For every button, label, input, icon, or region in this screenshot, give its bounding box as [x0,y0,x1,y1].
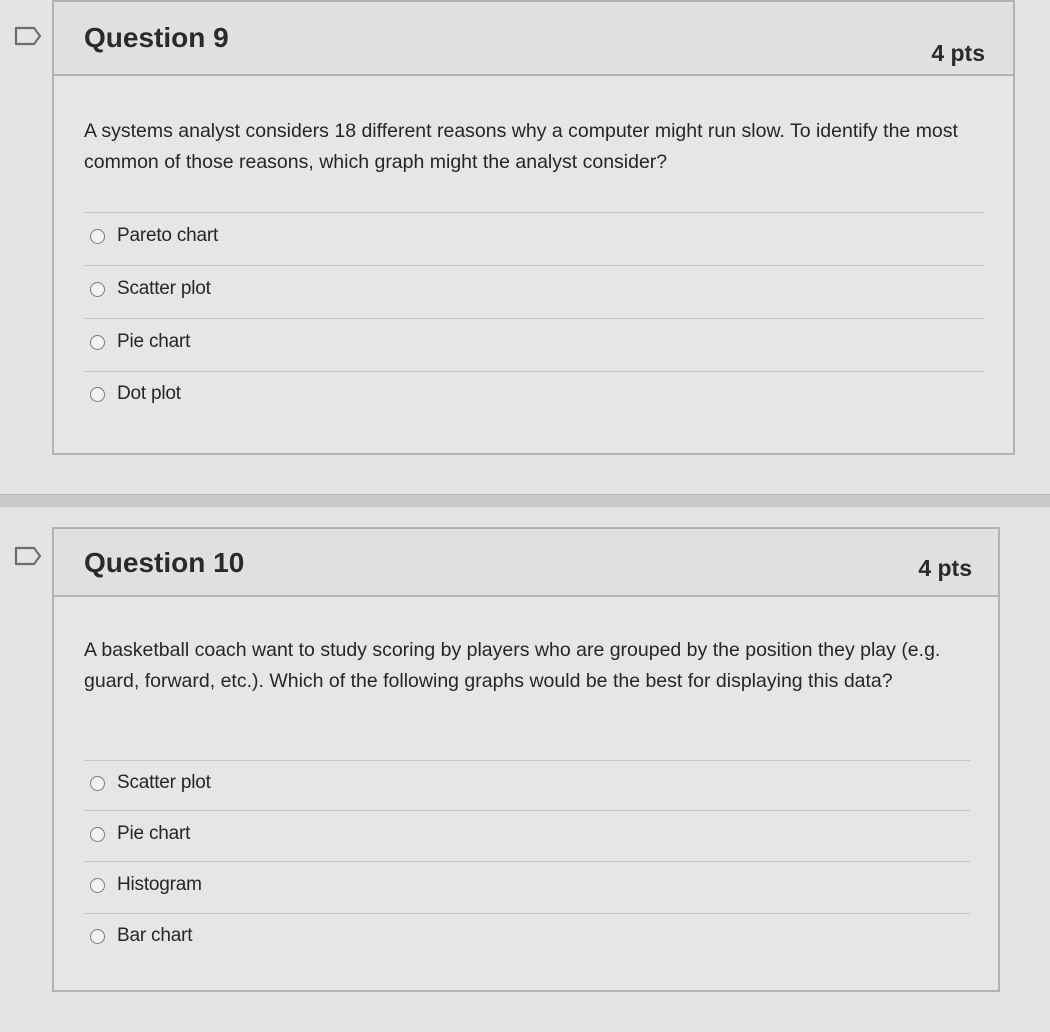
answer-option[interactable] [90,380,181,408]
answer-option[interactable] [90,275,211,303]
question-title: Question 10 [84,547,245,578]
question-text: A systems analyst considers 18 different reasons why a computer might run slow. To identify the most common of those reasons, which graph might the analyst consider? [84,120,958,173]
question-card [52,527,1000,992]
answer-option-label: Dot plot [117,383,181,404]
answer-option-label: Pie chart [117,823,191,844]
radio-button-icon[interactable] [90,776,105,791]
answer-option-label: Pareto chart [117,225,219,246]
radio-button-icon[interactable] [90,282,105,297]
answer-option-label: Bar chart [117,925,193,946]
answers-divider [84,861,970,862]
question-header [54,2,1013,76]
question-text: A basketball coach want to study scoring by players who are grouped by the position they play (e.g. guard, forward, etc.). Which of the following graphs would be the best for displaying this data? [84,639,941,692]
answers-divider [84,760,970,761]
answer-option[interactable] [90,820,190,848]
radio-button-icon[interactable] [90,335,105,350]
answers-divider [84,318,984,319]
radio-button-icon[interactable] [90,229,105,244]
question-points: 4 pts [931,40,985,66]
answer-option-label: Pie chart [117,331,191,352]
answer-option[interactable] [90,222,218,250]
answer-option-label: Scatter plot [117,278,211,299]
question-points: 4 pts [918,555,972,581]
answers-divider [84,371,984,372]
radio-button-icon[interactable] [90,929,105,944]
radio-button-icon[interactable] [90,827,105,842]
radio-button-icon[interactable] [90,878,105,893]
question-card [52,0,1015,455]
answer-option-label: Histogram [117,874,202,895]
answers-divider [84,913,970,914]
radio-button-icon[interactable] [90,387,105,402]
answer-option[interactable] [90,328,190,356]
answers-divider [84,810,970,811]
answers-divider [84,265,984,266]
question-header [54,529,998,597]
answer-option[interactable] [90,769,211,797]
flag-question-icon[interactable] [14,546,42,566]
question-title: Question 9 [84,22,229,53]
flag-question-icon[interactable] [14,26,42,46]
answer-option[interactable] [90,922,192,950]
answers-divider [84,212,984,213]
answer-option[interactable] [90,871,202,899]
answer-option-label: Scatter plot [117,772,211,793]
question-divider [0,494,1050,508]
